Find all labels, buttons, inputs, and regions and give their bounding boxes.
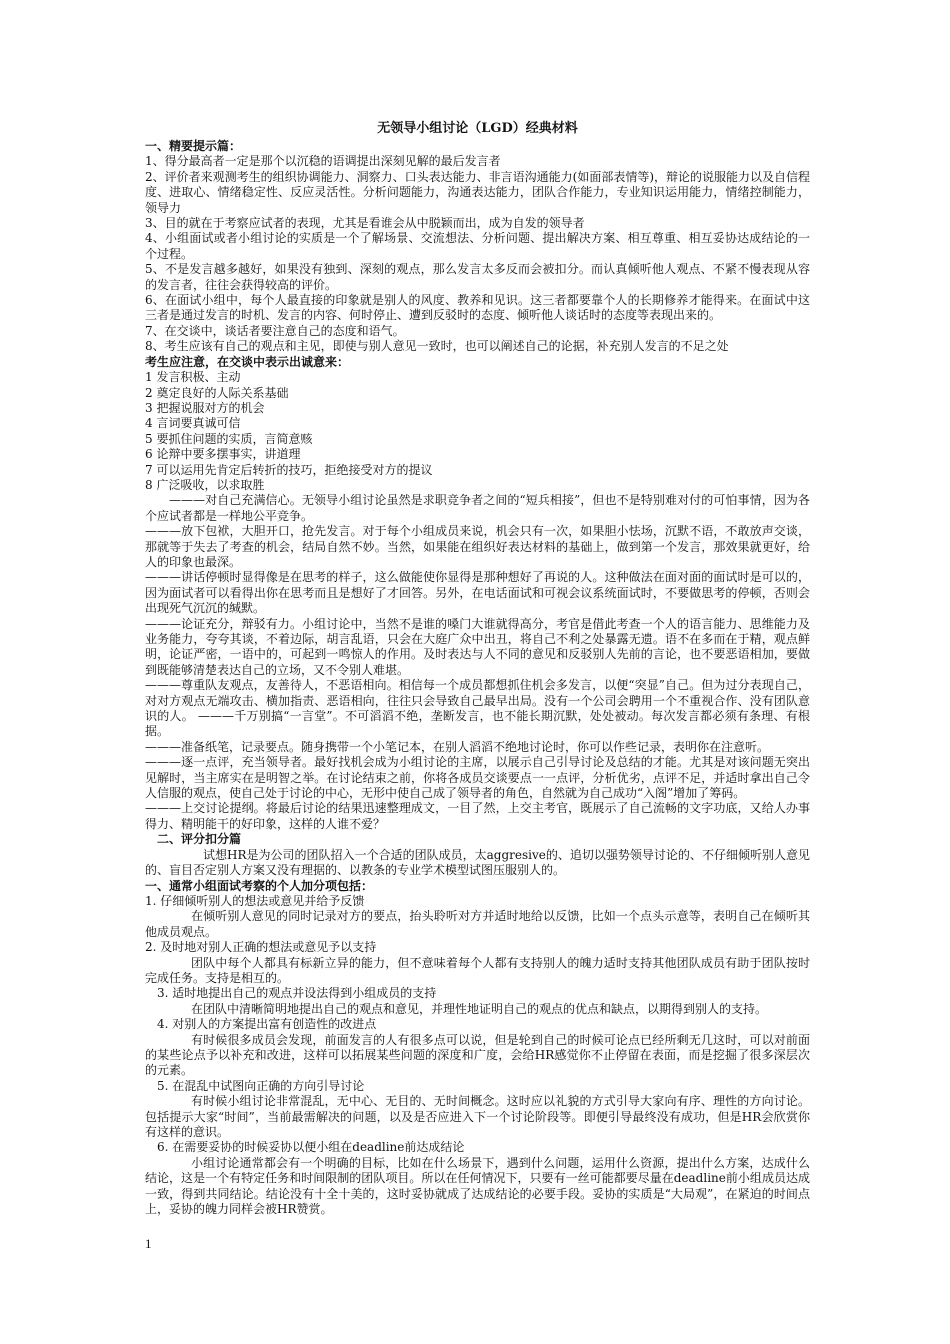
plus-item-body: 有时候很多成员会发现，前面发言的人有很多点可以说，但是轮到自己的时候可论点已经所剩无几这时，可以对前面的某些论点予以补充和改进，这样可以拓展某些问题的深度和广度，会给HR感觉你不止停留在表面，而是挖掘了很多深层次的元素。 <box>145 1032 810 1078</box>
plus-item-head: 2. 及时地对别人正确的想法或意见予以支持 <box>145 940 377 955</box>
tip-paragraph: ———上交讨论提纲。将最后讨论的结果迅速整理成文，一目了然，上交主考官，既展示了自己流畅的文字功底，又给人办事得力、精明能干的好印象，这样的人谁不爱？ <box>145 801 810 831</box>
tip-paragraph: ———对自己充满信心。无领导小组讨论虽然是求职竞争者之间的“短兵相接”，但也不是特别难对付的可怕事情，因为各个应试者都是一样地公平竞争。 <box>145 493 810 523</box>
page-number: 1 <box>145 1236 152 1251</box>
plus-item-head: 4. 对别人的方案提出富有创造性的改进点 <box>157 1017 377 1032</box>
section2-heading: 二、评分扣分篇 <box>157 832 242 847</box>
section2-intro: 试想HR是为公司的团队招入一个合适的团队成员，太aggresive的、追切以强势领导讨论的、不仔细倾听别人意见的、盲目否定别人方案又没有理据的、以教条的专业学术模型试图压服别人的。 <box>145 847 810 878</box>
attention-item: 2 奠定良好的人际关系基础 <box>145 385 289 400</box>
tip-paragraph: ———准备纸笔，记录要点。随身携带一个小笔记本，在别人滔滔不绝地讨论时，你可以作些记录，表明你在注意听。 <box>145 739 770 754</box>
attention-item: 5 要抓住问题的实质，言简意赅 <box>145 431 313 446</box>
attention-heading: 考生应注意，在交谈中表示出诚意来： <box>145 354 350 369</box>
plus-item-body: 在团队中清晰简明地提出自己的观点和意见，并理性地证明自己的观点的优点和缺点，以期得到别人的支持。 <box>191 1001 768 1016</box>
plus-item-head: 5. 在混乱中试图向正确的方向引导讨论 <box>157 1078 365 1093</box>
section1-item: 5、不是发言越多越好，如果没有独到、深刻的观点，那么发言太多反而会被扣分。而认真倾听他人观点、不紧不慢表现从容的发言者，往往会获得较高的评价。 <box>145 262 810 292</box>
plus-item-body: 小组讨论通常都会有一个明确的目标，比如在什么场景下，遇到什么问题，运用什么资源，提出什么方案，达成什么结论，这是一个有特定任务和时间限制的团队项目。所以在任何情况下，只要有一丝可能都要尽量在deadline前小组成员达成一致，得到共同结论。结论没有十全十美的，这时妥协就成了达成结论的必要手段。妥协的实质是“大局观”，在紧迫的时间点上，妥协的魄力同样会被HR赞赏。 <box>145 1155 810 1217</box>
plus-item-body: 有时候小组讨论非常混乱，无中心、无目的、无时间概念。这时应以礼貌的方式引导大家向有序、理性的方向讨论。包括提示大家“时间”，当前最需解决的问题，以及是否应进入下一个讨论阶段等。即便引导最终没有成功，但是HR会欣赏你有这样的意识。 <box>145 1094 810 1139</box>
plus-item-head: 3. 适时地提出自己的观点并设法得到小组成员的支持 <box>157 986 437 1001</box>
attention-item: 6 论辩中要多摆事实，讲道理 <box>145 447 301 462</box>
tip-paragraph: ———尊重队友观点，友善待人，不恶语相向。相信每一个成员都想抓住机会多发言，以便“突显”自己。但为过分表现自己，对对方观点无端攻击、横加指责、恶语相向，往往只会导致自己最早出局。没有一个公司会聘用一个不重视合作、没有团队意识的人。 ———千万别搞“一言堂”。不可滔滔不绝，垄断发言，也不能长期沉默，处处被动。每次发言都必须有条理、有根据。 <box>145 678 810 739</box>
plus-item-body: 在倾听别人意见的同时记录对方的要点，抬头聆听对方并适时地给以反馈，比如一个点头示意等，表明自己在倾听其他成员观点。 <box>145 909 810 939</box>
plus-item-body: 团队中每个人都具有标新立异的能力，但不意味着每个人都有支持别人的魄力适时支持其他团队成员有助于团队按时完成任务。支持是相互的。 <box>145 955 810 985</box>
plus-item-head: 6. 在需要妥协的时候妥协以便小组在deadline前达成结论 <box>157 1140 465 1155</box>
attention-item: 3 把握说服对方的机会 <box>145 400 265 415</box>
section1-item: 7、在交谈中，谈话者要注意自己的态度和语气。 <box>145 323 405 338</box>
section1-heading: 一、精要提示篇： <box>145 139 242 153</box>
section1-item: 1、得分最高者一定是那个以沉稳的语调提出深刻见解的最后发言者 <box>145 154 501 169</box>
tip-paragraph: ———论证充分，辩驳有力。小组讨论中，当然不是谁的嗓门大谁就得高分，考官是借此考查一个人的语言能力、思维能力及业务能力，夸夸其谈，不着边际，胡言乱语，只会在大庭广众中出丑，将自己不利之处暴露无遗。语不在多而在于精，观点鲜明，论证严密，一语中的，可起到一鸣惊人的作用。及时表达与人不同的意见和反驳别人先前的言论，也不要恶语相加，要做到既能够清楚表达自己的立场，又不令别人难堪。 <box>145 616 810 677</box>
section1-item: 4、小组面试或者小组讨论的实质是一个了解场景、交流想法、分析问题、提出解决方案、相互尊重、相互妥协达成结论的一个过程。 <box>145 231 810 261</box>
attention-item: 8 广泛吸收，以求取胜 <box>145 477 265 492</box>
attention-item: 4 言词要真诚可信 <box>145 416 241 431</box>
document-title: 无领导小组讨论（LGD）经典材料 <box>377 121 578 136</box>
tip-paragraph: ———放下包袱，大胆开口，抢先发言。对于每个小组成员来说，机会只有一次，如果胆小怯场，沉默不语，不敢放声交谈，那就等于失去了考查的机会，结局自然不妙。当然，如果能在组织好表达材料的基础上，做到第一个发言，那效果就更好，给人的印象也最深。 <box>145 524 810 569</box>
attention-item: 1 发言积极、主动 <box>145 370 241 385</box>
document-page <box>145 120 810 1217</box>
section1-item: 2、评价者来观测考生的组织协调能力、洞察力、口头表达能力、非言语沟通能力(如面部表情等)，辩论的说服能力以及自信程度、进取心、情绪稳定性、反应灵活性。分析问题能力，沟通表达能力，团队合作能力，专业知识运用能力，情绪控制能力，领导力 <box>145 169 811 215</box>
section1-item: 3、目的就在于考察应试者的表现，尤其是看谁会从中脱颖而出，成为自发的领导者 <box>145 216 585 231</box>
section1-item: 6、在面试小组中，每个人最直接的印象就是别人的风度、教养和见识。这三者都要靠个人的长期修养才能得来。在面试中这三者是通过发言的时机、发言的内容、何时停止、遭到反驳时的态度、倾听他人谈话时的态度等表现出来的。 <box>145 293 810 323</box>
section1-item: 8、考生应该有自己的观点和主见，即使与别人意见一致时，也可以阐述自己的论据，补充别人发言的不足之处 <box>145 339 729 354</box>
plus-item-head: 1. 仔细倾听别人的想法或意见并给予反馈 <box>145 893 365 908</box>
attention-item: 7 可以运用先肯定后转折的技巧，拒绝接受对方的提议 <box>145 462 433 477</box>
tip-paragraph: ———讲话停顿时显得像是在思考的样子，这么做能使你显得是那种想好了再说的人。这种做法在面对面的面试时是可以的，因为面试者可以看得出你在思考而且是想好了才回答。另外，在电话面试和可视会议系统面试时，不要做思考的停顿，否则会出现死气沉沉的缄默。 <box>145 570 810 616</box>
tip-paragraph: ———逐一点评，充当领导者。最好找机会成为小组讨论的主席，以展示自己引导讨论及总结的才能。尤其是对该问题无突出见解时，当主席实在是明智之举。在讨论结束之前，你将各成员交谈要点一一点评，分析优劣，点评不足，并适时拿出自己令人信服的观点，使自己处于讨论的中心，无形中使自己成了领导者的角色，自然就为自己成功“入阁”增加了筹码。 <box>145 755 810 801</box>
plus-heading: 一、通常小组面试考察的个人加分项包括： <box>145 878 374 893</box>
